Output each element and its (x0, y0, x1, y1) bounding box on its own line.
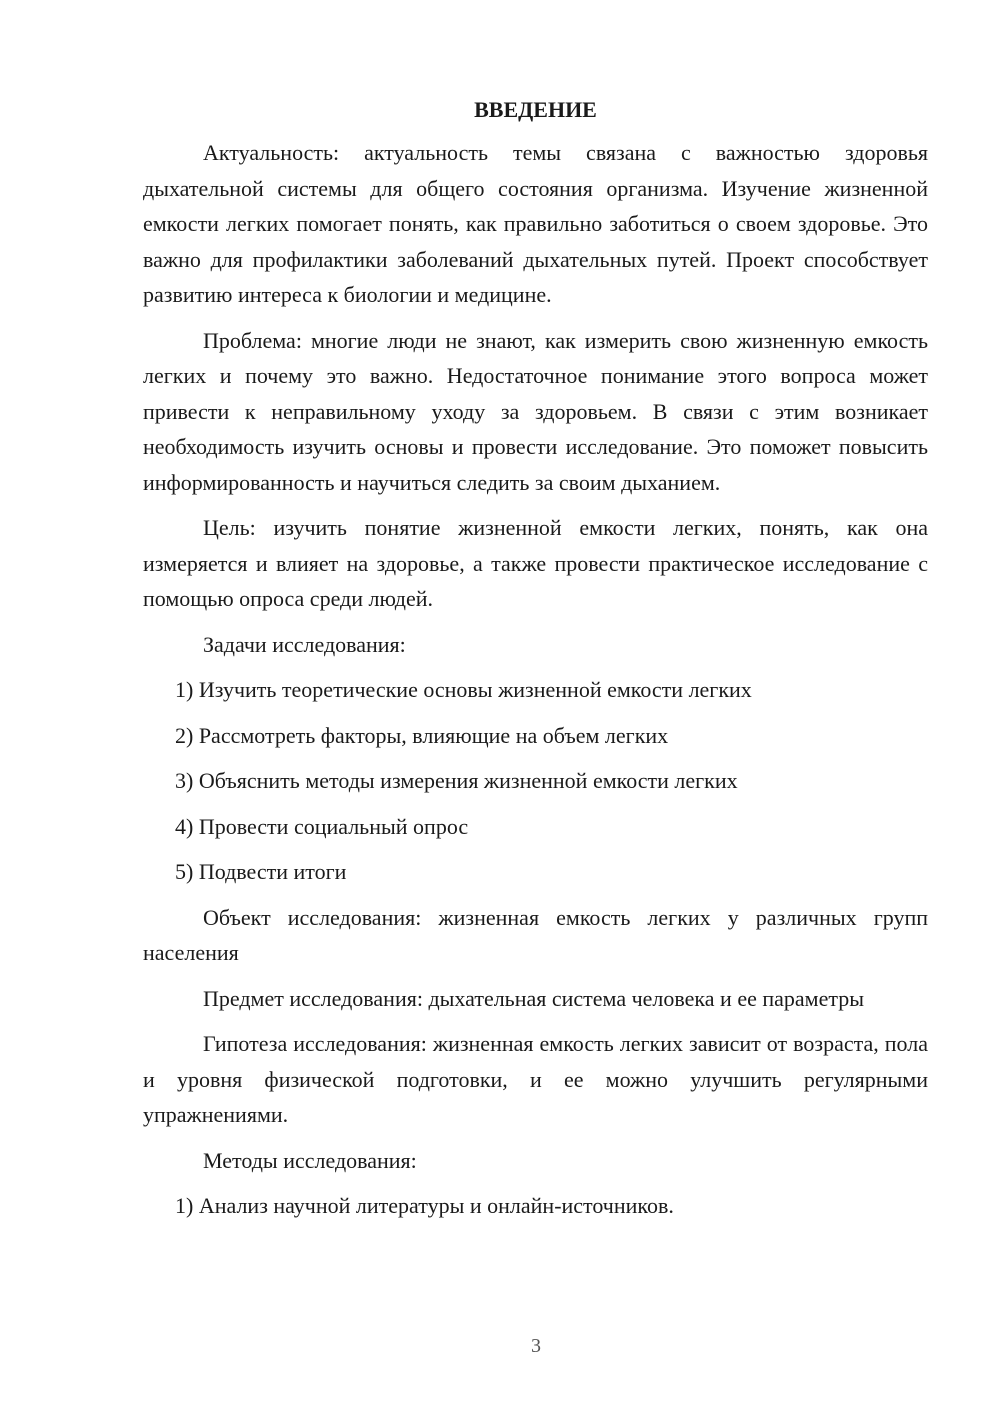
object-paragraph: Объект исследования: жизненная емкость легких у различных групп населения (143, 904, 928, 965)
list-item: 2) Рассмотреть факторы, влияющие на объем легких (175, 722, 669, 748)
document-page (143, 95, 928, 1234)
problem-paragraph: Проблема: многие люди не знают, как измерить свою жизненную емкость легких и почему это важно. Недостаточное понимание этого вопроса может привести к неправильному уходу за здоровьем. В связи с этим возникает необходимость изучить основы и провести исследование. Это поможет повысить информированность и научиться следить за своим дыханием. (143, 327, 928, 495)
tasks-heading: Задачи исследования: (203, 631, 406, 657)
list-item: 5) Подвести итоги (175, 859, 347, 884)
tasks-list (143, 672, 928, 890)
subject-paragraph: Предмет исследования: дыхательная система человека и ее параметры (203, 985, 864, 1011)
list-item: 1) Анализ научной литературы и онлайн-источников. (175, 1193, 674, 1218)
relevance-paragraph: Актуальность: актуальность темы связана с важностью здоровья дыхательной системы для общего состояния организма. Изучение жизненной емкости легких помогает понять, как правильно заботиться о своем здоровье. Это важно для профилактики заболеваний дыхательных путей. Проект способствует развитию интереса к биологии и медицине. (143, 140, 928, 307)
list-item: 1) Изучить теоретические основы жизненной емкости легких (175, 677, 752, 702)
list-item: 3) Объяснить методы измерения жизненной емкости легких (175, 768, 738, 793)
hypothesis-paragraph: Гипотеза исследования: жизненная емкость легких зависит от возраста, пола и уровня физической подготовки, и ее можно улучшить регулярными упражнениями. (143, 1031, 928, 1127)
methods-list (143, 1188, 928, 1224)
page-number: 3 (531, 1335, 541, 1357)
page-title: ВВЕДЕНИЕ (474, 97, 597, 122)
list-item: 4) Провести социальный опрос (175, 813, 469, 839)
methods-heading: Методы исследования: (203, 1147, 417, 1173)
goal-paragraph: Цель: изучить понятие жизненной емкости легких, понять, как она измеряется и влияет на здоровье, а также провести практическое исследование с помощью опроса среди людей. (143, 515, 928, 611)
